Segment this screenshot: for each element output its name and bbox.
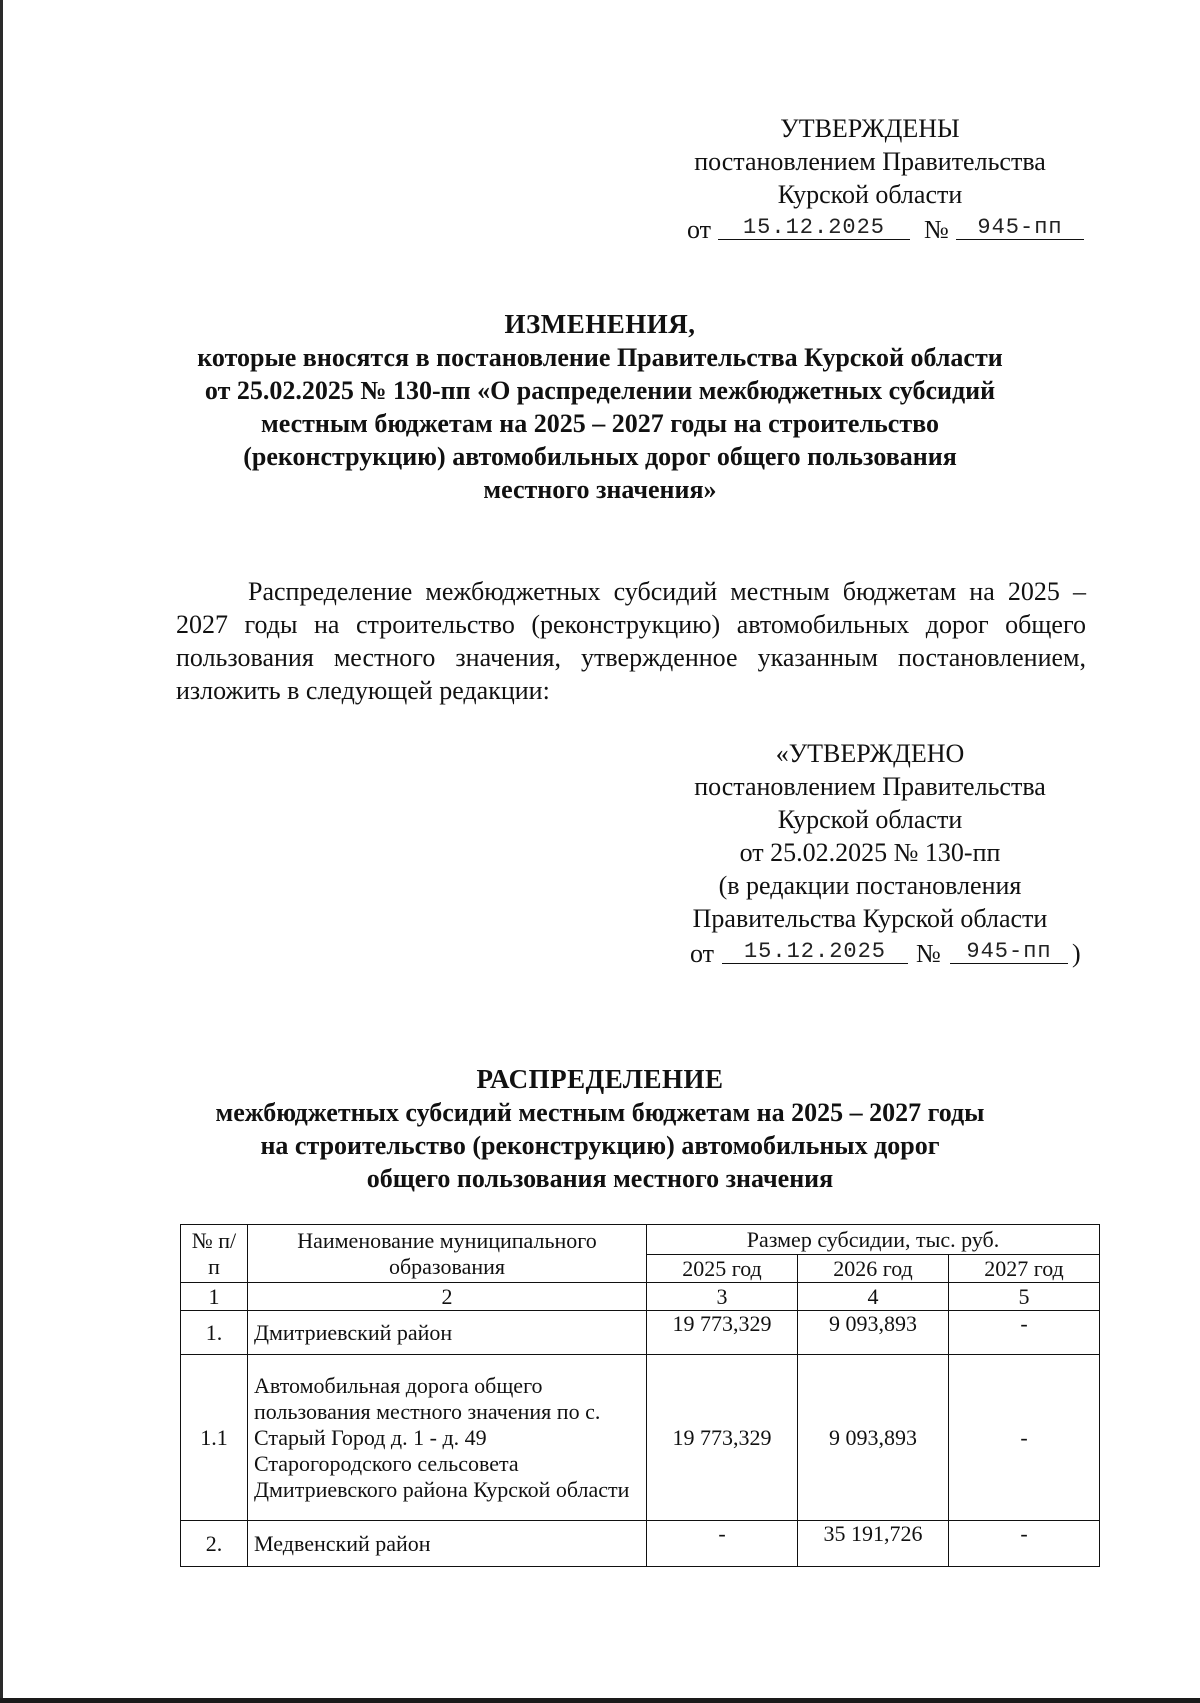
row-name: Медвенский район — [248, 1521, 647, 1567]
row-2025: 19 773,329 — [647, 1355, 798, 1521]
approval-number: 945-пп — [956, 211, 1084, 240]
table-row — [181, 1311, 1100, 1355]
changes-title-line: (реконструкцию) автомобильных дорог общего пользования — [243, 442, 957, 471]
approval-date: 15.12.2025 — [718, 211, 910, 240]
row-num: 1. — [181, 1311, 248, 1355]
table-header-row — [181, 1225, 1100, 1255]
row-2026: 9 093,893 — [798, 1311, 949, 1355]
changes-title-line: которые вносятся в постановление Правительства Курской области — [197, 343, 1003, 372]
row-2025: 19 773,329 — [647, 1311, 798, 1355]
column-number: 3 — [647, 1283, 798, 1311]
approval-line-1: постановлением Правительства — [694, 147, 1046, 176]
row-2026: 9 093,893 — [798, 1355, 949, 1521]
date-prefix: от — [690, 939, 715, 968]
header-amount: Размер субсидии, тыс. руб. — [647, 1225, 1100, 1255]
approval2-heading: «УТВЕРЖДЕНО — [775, 739, 965, 768]
header-name: Наименование муниципального образования — [248, 1225, 647, 1283]
number-sign: № — [916, 939, 941, 968]
approval2-date-line — [660, 935, 1080, 971]
row-2027: - — [949, 1355, 1100, 1521]
approval-heading: УТВЕРЖДЕНЫ — [780, 114, 960, 143]
approval2-number: 945-пп — [950, 935, 1068, 964]
approval2-date: 15.12.2025 — [722, 935, 908, 964]
distribution-title-line: общего пользования местного значения — [366, 1164, 834, 1193]
changes-heading: ИЗМЕНЕНИЯ, — [504, 309, 696, 339]
changes-title-line: местным бюджетам на 2025 – 2027 годы на строительство — [261, 409, 939, 438]
header-2025: 2025 год — [647, 1255, 798, 1283]
approval-block-second — [660, 737, 1080, 971]
row-num: 2. — [181, 1521, 248, 1567]
distribution-title-line: на строительство (реконструкцию) автомобильных дорог — [260, 1131, 940, 1160]
row-2027: - — [949, 1521, 1100, 1567]
row-name: Дмитриевский район — [248, 1311, 647, 1355]
column-number-row — [181, 1283, 1100, 1311]
header-2026: 2026 год — [798, 1255, 949, 1283]
table-row — [181, 1521, 1100, 1567]
column-number: 5 — [949, 1283, 1100, 1311]
row-2026: 35 191,726 — [798, 1521, 949, 1567]
approval2-line: от 25.02.2025 № 130-пп — [739, 838, 1001, 867]
header-num: № п/п — [181, 1225, 248, 1283]
approval-block-top — [660, 112, 1080, 247]
approval2-line: постановлением Правительства — [694, 772, 1046, 801]
date-prefix: от — [687, 215, 712, 244]
approval-date-line — [660, 211, 1080, 247]
approval2-line: Курской области — [777, 805, 963, 834]
number-sign: № — [924, 215, 949, 244]
distribution-heading: РАСПРЕДЕЛЕНИЕ — [476, 1064, 724, 1094]
approval-line-2: Курской области — [777, 180, 963, 209]
distribution-title-line: межбюджетных субсидий местным бюджетам на 2025 – 2027 годы — [215, 1098, 985, 1127]
changes-title-line: местного значения» — [483, 475, 717, 504]
column-number: 4 — [798, 1283, 949, 1311]
scan-left-edge — [0, 0, 3, 1703]
closing-paren: ) — [1072, 939, 1081, 968]
row-2025: - — [647, 1521, 798, 1567]
column-number: 1 — [181, 1283, 248, 1311]
row-name: Автомобильная дорога общего пользования местного значения по с. Старый Город д. 1 - д. 49 Старогородского сельсовета Дмитриевского района Курской области — [248, 1355, 647, 1521]
changes-title-line: от 25.02.2025 № 130-пп «О распределении межбюджетных субсидий — [204, 376, 996, 405]
body-paragraph-text: Распределение межбюджетных субсидий местным бюджетам на 2025 – 2027 годы на строительство (реконструкцию) автомобильных дорог общего пользования местного значения, утвержденное указанным постановлением, изложить в следующей редакции: — [176, 577, 1086, 705]
distribution-title — [140, 1063, 1060, 1195]
header-2027: 2027 год — [949, 1255, 1100, 1283]
row-2027: - — [949, 1311, 1100, 1355]
body-paragraph — [176, 575, 1086, 707]
subsidy-table — [180, 1224, 1100, 1567]
row-num: 1.1 — [181, 1355, 248, 1521]
approval2-line: (в редакции постановления — [718, 871, 1022, 900]
scan-bottom-edge — [0, 1698, 1200, 1703]
column-number: 2 — [248, 1283, 647, 1311]
approval2-line: Правительства Курской области — [692, 904, 1048, 933]
changes-title — [140, 308, 1060, 506]
table-row — [181, 1355, 1100, 1521]
